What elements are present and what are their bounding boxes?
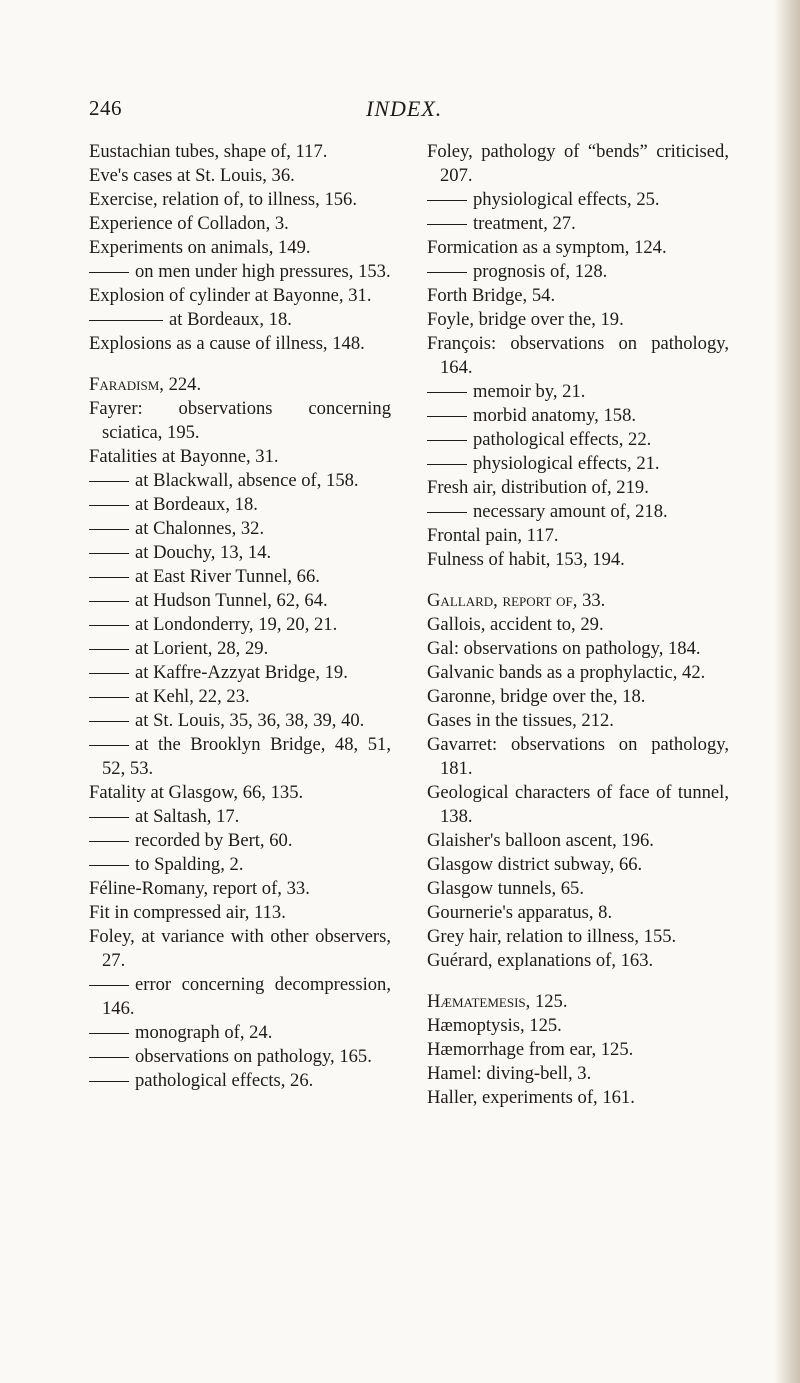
index-subentry: prognosis of, 128. xyxy=(427,260,729,284)
ditto-dash xyxy=(89,577,129,578)
index-entry: Foley, pathology of “bends” criticised, 207. xyxy=(427,141,729,186)
ditto-dash xyxy=(427,224,467,225)
ditto-dash xyxy=(89,481,129,482)
index-subentry: at Chalonnes, 32. xyxy=(89,517,391,541)
index-entry: Foyle, bridge over the, 19. xyxy=(427,309,624,330)
index-subentry: pathological effects, 22. xyxy=(427,428,729,452)
index-entry: Guérard, explanations of, 163. xyxy=(427,950,654,971)
index-entry: François: observations on pathology, 164. xyxy=(427,333,729,378)
index-subentry: at Bordeaux, 18. xyxy=(89,308,391,332)
ditto-dash xyxy=(427,416,467,417)
ditto-dash xyxy=(89,625,129,626)
index-subentry: physiological effects, 25. xyxy=(427,188,729,212)
index-subentry: at the Brooklyn Bridge, 48, 51, 52, 53. xyxy=(89,733,391,781)
ditto-dash xyxy=(89,529,129,530)
index-entry: Gournerie's apparatus, 8. xyxy=(427,902,613,923)
page-edge-shadow xyxy=(774,0,800,1383)
ditto-dash xyxy=(89,865,129,866)
index-subentry: treatment, 27. xyxy=(427,212,729,236)
index-subentry: at Saltash, 17. xyxy=(89,805,391,829)
index-column-right xyxy=(427,140,729,1110)
index-subentry: at Douchy, 13, 14. xyxy=(89,541,391,565)
ditto-dash xyxy=(89,673,129,674)
index-entry: Frontal pain, 117. xyxy=(427,525,559,546)
index-subentry: at Lorient, 28, 29. xyxy=(89,637,391,661)
index-entry: Gavarret: observations on pathology, 181. xyxy=(427,734,729,779)
index-subentry: physiological effects, 21. xyxy=(427,452,729,476)
ditto-dash xyxy=(427,512,467,513)
index-entry: Explosion of cylinder at Bayonne, 31. xyxy=(89,285,372,306)
page-number: 246 xyxy=(89,96,122,120)
index-subentry: at East River Tunnel, 66. xyxy=(89,565,391,589)
index-entry: Hæmatemesis, 125. xyxy=(427,991,568,1012)
ditto-dash xyxy=(427,200,467,201)
ditto-dash xyxy=(427,392,467,393)
index-subentry: observations on pathology, 165. xyxy=(89,1045,391,1069)
index-entry: Eve's cases at St. Louis, 36. xyxy=(89,165,295,186)
index-entry: Gallois, accident to, 29. xyxy=(427,614,604,635)
index-entry: Faradism, 224. xyxy=(89,374,202,395)
index-entry: Geological characters of face of tunnel, 138. xyxy=(427,782,729,827)
ditto-dash xyxy=(89,505,129,506)
ditto-dash xyxy=(89,745,129,746)
index-entry: Glasgow tunnels, 65. xyxy=(427,878,585,899)
index-entry: Grey hair, relation to illness, 155. xyxy=(427,926,677,947)
index-entry: Fresh air, distribution of, 219. xyxy=(427,477,649,498)
ditto-dash xyxy=(89,817,129,818)
index-entry: Haller, experiments of, 161. xyxy=(427,1087,635,1108)
ditto-dash xyxy=(89,721,129,722)
index-entry: Foley, at variance with other observers, 27. xyxy=(89,926,391,971)
ditto-dash xyxy=(427,440,467,441)
index-entry: Fulness of habit, 153, 194. xyxy=(427,549,625,570)
index-subentry: on men under high pressures, 153. xyxy=(89,260,391,284)
ditto-dash xyxy=(427,464,467,465)
ditto-dash xyxy=(89,697,129,698)
index-subentry: morbid anatomy, 158. xyxy=(427,404,729,428)
index-subentry: at Blackwall, absence of, 158. xyxy=(89,469,391,493)
ditto-dash xyxy=(89,1057,129,1058)
index-entry: Fit in compressed air, 113. xyxy=(89,902,286,923)
index-entry: Gases in the tissues, 212. xyxy=(427,710,614,731)
index-subentry: pathological effects, 26. xyxy=(89,1069,391,1093)
ditto-dash xyxy=(89,649,129,650)
index-entry: Fatalities at Bayonne, 31. xyxy=(89,446,279,467)
ditto-dash xyxy=(89,985,129,986)
index-entry: Forth Bridge, 54. xyxy=(427,285,556,306)
index-entry: Experience of Colladon, 3. xyxy=(89,213,289,234)
ditto-dash xyxy=(89,553,129,554)
index-subentry: memoir by, 21. xyxy=(427,380,729,404)
index-subentry: at Bordeaux, 18. xyxy=(89,493,391,517)
index-subentry: to Spalding, 2. xyxy=(89,853,391,877)
index-subentry: error concerning decompression, 146. xyxy=(89,973,391,1021)
ditto-dash xyxy=(427,272,467,273)
index-entry: Galvanic bands as a prophylactic, 42. xyxy=(427,662,706,683)
index-subentry: at St. Louis, 35, 36, 38, 39, 40. xyxy=(89,709,391,733)
index-entry: Gal: observations on pathology, 184. xyxy=(427,638,701,659)
ditto-dash xyxy=(89,320,163,321)
ditto-dash xyxy=(89,601,129,602)
running-head: INDEX. xyxy=(366,96,443,121)
index-entry: Experiments on animals, 149. xyxy=(89,237,311,258)
index-entry: Eustachian tubes, shape of, 117. xyxy=(89,141,328,162)
index-entry: Fatality at Glasgow, 66, 135. xyxy=(89,782,304,803)
ditto-dash xyxy=(89,1081,129,1082)
ditto-dash xyxy=(89,1033,129,1034)
index-entry: Glaisher's balloon ascent, 196. xyxy=(427,830,654,851)
index-subentry: necessary amount of, 218. xyxy=(427,500,729,524)
index-subentry: at Hudson Tunnel, 62, 64. xyxy=(89,589,391,613)
index-entry: Glasgow district subway, 66. xyxy=(427,854,643,875)
index-subentry: at Kaffre-Azzyat Bridge, 19. xyxy=(89,661,391,685)
index-entry: Féline-Romany, report of, 33. xyxy=(89,878,310,899)
index-entry: Hæmorrhage from ear, 125. xyxy=(427,1039,634,1060)
ditto-dash xyxy=(89,841,129,842)
index-entry: Fayrer: observations concerning sciatica, 195. xyxy=(89,398,391,443)
index-subentry: recorded by Bert, 60. xyxy=(89,829,391,853)
index-entry: Hæmoptysis, 125. xyxy=(427,1015,562,1036)
index-column-left xyxy=(89,140,391,1093)
index-entry: Formication as a symptom, 124. xyxy=(427,237,667,258)
ditto-dash xyxy=(89,272,129,273)
index-subentry: at Kehl, 22, 23. xyxy=(89,685,391,709)
index-entry: Garonne, bridge over the, 18. xyxy=(427,686,646,707)
index-subentry: at Londonderry, 19, 20, 21. xyxy=(89,613,391,637)
index-entry: Hamel: diving-bell, 3. xyxy=(427,1063,592,1084)
index-subentry: monograph of, 24. xyxy=(89,1021,391,1045)
index-entry: Explosions as a cause of illness, 148. xyxy=(89,333,365,354)
index-entry: Gallard, report of, 33. xyxy=(427,590,606,611)
index-entry: Exercise, relation of, to illness, 156. xyxy=(89,189,357,210)
